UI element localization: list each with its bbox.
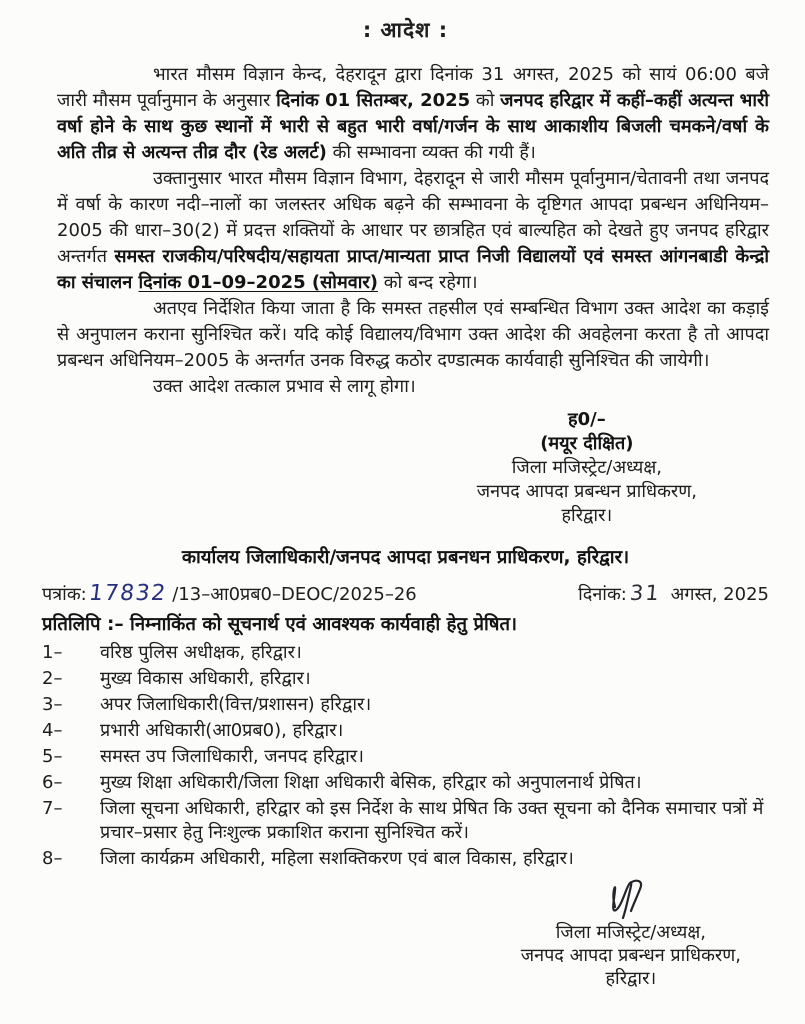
recipient-number: 8– (42, 848, 63, 869)
recipient-text: मुख्य शिक्षा अधिकारी/जिला शिक्षा अधिकारी बेसिक, हरिद्वार को अनुपालनार्थ प्रेषित। (100, 772, 642, 793)
recipient-row (42, 797, 769, 845)
recipient-row (42, 667, 769, 691)
signatory-designation: जिला मजिस्ट्रेट/अध्यक्ष, (511, 457, 662, 478)
signed-abbreviation: ह0/– (568, 409, 606, 430)
signatory-place: हरिद्वार। (561, 505, 613, 526)
recipient-text: समस्त उप जिलाधिकारी, जनपद हरिद्वार। (100, 746, 364, 767)
letter-number-rest: /13–आ0प्रब0–DEOC/2025–26 (172, 584, 417, 605)
recipient-number: 3– (42, 694, 63, 715)
handwritten-letter-number: 17832 (87, 581, 168, 606)
recipient-row (42, 847, 769, 871)
recipient-number: 1– (42, 642, 63, 663)
letter-date-label: दिनांक: (578, 584, 627, 605)
text-segment-bold-underlined: दिनांक 01–09–2025 (सोमवार) (138, 272, 378, 293)
text-segment: को (470, 90, 501, 111)
letter-date-rest: अगस्त, 2025 (670, 584, 769, 605)
recipient-text: जिला सूचना अधिकारी, हरिद्वार को इस निर्देश के साथ प्रेषित कि उक्त सूचना को दैनिक समाचार पत्रों में प्रचार–प्रसार हेतु निःशुल्क प्रकाशित कराना सुनिश्चित करें। (100, 798, 764, 843)
signatory-authority: जनपद आपदा प्रबन्धन प्राधिकरण, (520, 945, 741, 966)
recipient-row (42, 641, 769, 665)
signatory-name: (मयूर दीक्षित) (540, 433, 634, 454)
paragraph-compliance-warning: अतएव निर्देशित किया जाता है कि समस्त तहसील एवं सम्बन्धित विभाग उक्त आदेश का कड़ाई से अनुपालन कराना सुनिश्चित करें। यदि कोई विद्यालय/विभाग उक्त आदेश की अवहेलना करता है तो आपदा प्रबन्धन अधिनियम–2005 के अन्तर्गत उनक विरुद्ध कठोर दण्डात्मक कार्यवाही सुनिश्चित की जायेगी। (57, 298, 769, 371)
recipient-row (42, 693, 769, 717)
recipient-text: वरिष्ठ पुलिस अधीक्षक, हरिद्वार। (100, 642, 302, 663)
recipient-row (42, 719, 769, 743)
recipient-number: 4– (42, 720, 63, 741)
paragraph-immediate-effect: उक्त आदेश तत्काल प्रभाव से लागू होगा। (153, 376, 416, 397)
signatory-place: हरिद्वार। (605, 968, 657, 989)
reference-row (42, 581, 769, 606)
letter-date (578, 581, 769, 606)
recipient-number: 5– (42, 746, 63, 767)
text-segment: भारत मौसम विज्ञान केन्द, देहरादून द्वारा दिनांक 31 अगस्त, 2025 को सायं 06:00 बजे जारी मौसम पूर्वानुमान के अनुसार (57, 64, 769, 111)
signature-scribble-icon (599, 877, 663, 919)
recipient-text: प्रभारी अधिकारी(आ0प्रब0), हरिद्वार। (100, 720, 344, 741)
recipient-list (42, 641, 769, 871)
text-segment: उक्तानुसार भारत मौसम विज्ञान विभाग, देहरादून से जारी मौसम पूर्वानुमान/चेतावनी तथा जनपद में वर्षा के कारण नदी–नालों का जलस्तर अधिक बढ़ने की सम्भावना के दृष्टिगत आपदा प्रबन्धन अधिनियम–2005 की धारा–30(2) में प्रदत्त शक्तियों के आधार पर छात्रहित एवं बाल्यहित को देखते हुए जनपद हरिद्वार अन्तर्गत (57, 168, 769, 267)
handwritten-date-day: 31 (628, 581, 662, 605)
recipient-row (42, 745, 769, 769)
text-segment: को बन्द रहेगा। (378, 272, 478, 293)
signature-block-bottom (521, 877, 741, 990)
signatory-authority: जनपद आपदा प्रबन्धन प्राधिकरण, (476, 481, 697, 502)
recipient-text: मुख्य विकास अधिकारी, हरिद्वार। (100, 668, 311, 689)
recipient-number: 7– (42, 798, 63, 819)
recipient-text: अपर जिलाधिकारी(वित्त/प्रशासन) हरिद्वार। (100, 694, 372, 715)
signatory-designation: जिला मजिस्ट्रेट/अध्यक्ष, (555, 922, 706, 943)
text-segment: की सम्भावना व्यक्त की गयी हैं। (326, 142, 536, 163)
recipient-number: 2– (42, 668, 63, 689)
recipient-number: 6– (42, 772, 63, 793)
copy-distribution-heading: प्रतिलिपि :– निम्नाकिंत को सूचनार्थ एवं आवश्यक कार्यवाही हेतु प्रेषित। (42, 614, 518, 635)
paragraph-weather-forecast (57, 62, 769, 166)
text-segment-bold: जनपद हरिद्वार में कहीं–कहीं अत्यन्त भारी वर्षा होने के साथ कुछ स्थानों में भारी से बहुत भारी वर्षा/गर्जन के साथ आकाशीय बिजली चमकने/वर्षा के अति तीव्र से अत्यन्त तीव्र दौर (रेड अलर्ट) (57, 90, 770, 163)
signature-block-top (477, 408, 697, 528)
paragraph-closure-order (57, 166, 769, 296)
text-segment-bold: दिनांक 01 सितम्बर, 2025 (276, 90, 471, 111)
recipient-text: जिला कार्यक्रम अधिकारी, महिला सशक्तिकरण एवं बाल विकास, हरिद्वार। (100, 848, 574, 869)
recipient-row (42, 771, 769, 795)
letter-number (42, 581, 417, 606)
order-title: : आदेश : (362, 18, 449, 42)
letter-number-label: पत्रांक: (42, 584, 87, 605)
office-header: कार्यालय जिलाधिकारी/जनपद आपदा प्रबनधन प्राधिकरण, हरिद्वार। (181, 547, 630, 568)
text-segment-bold: समस्त राजकीय/परिषदीय/सहायता प्राप्त/मान्यता प्राप्त निजी विद्यालयों एवं समस्त आंगनबाडी केन्द्रो का संचालन (57, 246, 770, 293)
